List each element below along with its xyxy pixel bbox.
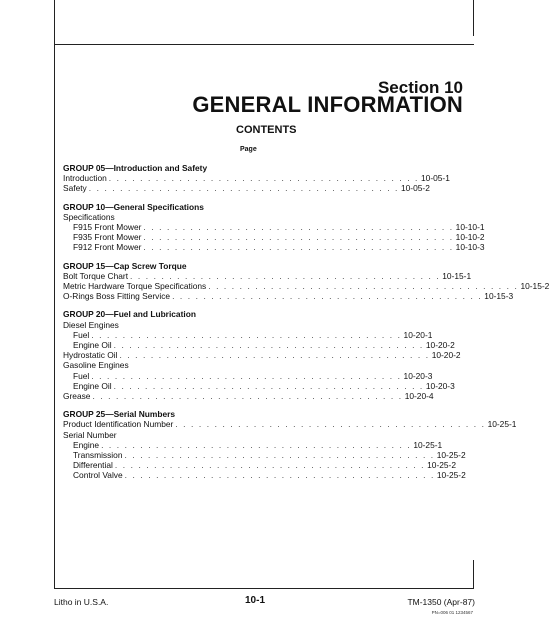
toc-group-title: GROUP 20—Fuel and Lubrication [63, 309, 196, 320]
toc-entry [63, 232, 485, 243]
toc-entry-label: Safety [63, 183, 87, 194]
toc-entry-page: 10-25-2 [427, 460, 456, 471]
toc-entry-page: 10-20-3 [403, 370, 433, 381]
toc-entry [63, 212, 263, 222]
toc-entry [63, 270, 472, 281]
toc-entry [63, 391, 434, 402]
toc-entry-label: Engine Oil [73, 340, 112, 351]
toc-group-title: GROUP 25—Serial Numbers [63, 409, 176, 420]
toc-entry-label: Serial Number [63, 429, 117, 440]
toc-entry-label: Metric Hardware Torque Specifications [63, 281, 207, 292]
contents-heading: CONTENTS [236, 124, 297, 136]
toc-group [63, 260, 549, 302]
toc-entry [63, 350, 461, 361]
toc-entry-label: Differential [73, 460, 113, 471]
section-label: Section 10 [377, 78, 463, 97]
table-of-contents [63, 163, 549, 489]
toc-entry-label: Product Identification Number [63, 419, 174, 430]
toc-leader-dots: . . . . . . . . . . . . . . . . . . . . . . . . . . . . . . . . . . . . . . . . [101, 439, 412, 450]
toc-group [63, 409, 517, 481]
toc-entry [63, 460, 456, 471]
toc-leader-dots: . . . . . . . . . . . . . . . . . . . . . . . . . . . . . . . . . . . . . . . . [124, 450, 435, 461]
toc-entry [63, 329, 433, 340]
toc-entry-label: O-Rings Boss Fitting Service [63, 291, 171, 302]
toc-entry [63, 470, 466, 481]
toc-leader-dots: . . . . . . . . . . . . . . . . . . . . . . . . . . . . . . . . . . . . . . . . [175, 419, 486, 430]
toc-entry [63, 419, 517, 430]
toc-entry-label: Transmission [73, 450, 123, 461]
toc-entry-page: 10-10-3 [455, 242, 485, 253]
toc-entry-label: Grease [63, 391, 91, 402]
toc-entry [63, 360, 263, 370]
page-frame-bottom-right-rule [473, 560, 474, 588]
toc-leader-dots: . . . . . . . . . . . . . . . . . . . . . . . . . . . . . . . . . . . . . . . . [113, 380, 424, 391]
toc-leader-dots: . . . . . . . . . . . . . . . . . . . . . . . . . . . . . . . . . . . . . . . . [143, 242, 454, 253]
toc-entry [63, 450, 466, 461]
toc-entry-label: Hydrostatic Oil [63, 350, 118, 361]
toc-entry [63, 291, 514, 302]
toc-entry-label: Fuel [73, 370, 90, 381]
toc-entry [63, 242, 485, 253]
toc-entry-label: Bolt Torque Chart [63, 270, 129, 281]
toc-entry-label: F935 Front Mower [73, 232, 142, 243]
toc-entry-label: Gasoline Engines [63, 360, 129, 371]
toc-entry-page: 10-15-1 [442, 270, 472, 281]
page-frame-top-right-rule [473, 0, 474, 36]
toc-entry [63, 222, 485, 233]
toc-group-title: GROUP 10—General Specifications [63, 201, 204, 212]
toc-leader-dots: . . . . . . . . . . . . . . . . . . . . . . . . . . . . . . . . . . . . . . . . [208, 281, 519, 292]
toc-entry-page: 10-15-2 [520, 281, 549, 292]
toc-group-title: GROUP 15—Cap Screw Torque [63, 260, 187, 271]
toc-entry [63, 340, 455, 351]
toc-entry-label: Engine [73, 439, 100, 450]
toc-leader-dots: . . . . . . . . . . . . . . . . . . . . . . . . . . . . . . . . . . . . . . . . [114, 460, 426, 471]
toc-entry-page: 10-25-1 [487, 419, 517, 430]
toc-entry-page: 10-05-2 [400, 183, 430, 194]
toc-leader-dots: . . . . . . . . . . . . . . . . . . . . . . . . . . . . . . . . . . . . . . . . [91, 329, 402, 340]
toc-entry-page: 10-25-1 [413, 439, 443, 450]
toc-group-title: GROUP 05—Introduction and Safety [63, 163, 208, 173]
toc-entry-page: 10-15-3 [484, 291, 514, 302]
page-frame-top-rule [54, 44, 474, 45]
toc-entry [63, 380, 455, 391]
toc-entry-label: Specifications [63, 211, 115, 222]
toc-entry-page: 10-20-4 [404, 391, 434, 402]
toc-leader-dots: . . . . . . . . . . . . . . . . . . . . . . . . . . . . . . . . . . . . . . . . [92, 391, 403, 402]
toc-entry-label: F915 Front Mower [73, 222, 142, 233]
toc-leader-dots: . . . . . . . . . . . . . . . . . . . . . . . . . . . . . . . . . . . . . . . . [124, 470, 435, 481]
toc-leader-dots: . . . . . . . . . . . . . . . . . . . . . . . . . . . . . . . . . . . . . . . . [172, 291, 483, 302]
page-frame-left-rule [54, 0, 55, 588]
toc-entry [63, 370, 433, 381]
toc-leader-dots: . . . . . . . . . . . . . . . . . . . . . . . . . . . . . . . . . . . . . . . . [143, 232, 454, 243]
toc-entry [63, 183, 430, 194]
page-frame-bottom-rule [54, 588, 474, 589]
toc-entry [63, 281, 549, 292]
toc-entry-page: 10-05-1 [421, 173, 450, 184]
toc-leader-dots: . . . . . . . . . . . . . . . . . . . . . . . . . . . . . . . . . . . . . . . . [108, 173, 419, 184]
toc-leader-dots: . . . . . . . . . . . . . . . . . . . . . . . . . . . . . . . . . . . . . . . . [143, 222, 454, 233]
toc-entry-page: 10-25-2 [436, 470, 466, 481]
footer-code: PN=006 01 1234567 [431, 610, 473, 615]
page-title: GENERAL INFORMATION [192, 92, 463, 117]
toc-entry-page: 10-10-1 [455, 222, 485, 233]
toc-entry-page: 10-20-2 [431, 350, 461, 361]
toc-group [63, 201, 485, 253]
footer-page-number: 10-1 [245, 595, 266, 606]
toc-entry-label: Introduction [63, 173, 107, 184]
toc-entry-label: F912 Front Mower [73, 242, 142, 253]
toc-entry-page: 10-20-1 [403, 329, 433, 340]
toc-entry-label: Diesel Engines [63, 319, 119, 330]
toc-leader-dots: . . . . . . . . . . . . . . . . . . . . . . . . . . . . . . . . . . . . . . . . [119, 350, 430, 361]
toc-entry [63, 320, 263, 330]
toc-entry-page: 10-25-2 [436, 450, 466, 461]
toc-entry-page: 10-20-2 [425, 340, 455, 351]
toc-entry [63, 430, 263, 440]
toc-entry [63, 439, 443, 450]
toc-leader-dots: . . . . . . . . . . . . . . . . . . . . . . . . . . . . . . . . . . . . . . . . [88, 183, 399, 194]
toc-entry-page: 10-10-2 [455, 232, 485, 243]
toc-entry-label: Fuel [73, 329, 90, 340]
page-column-label: Page [240, 146, 257, 153]
toc-leader-dots: . . . . . . . . . . . . . . . . . . . . . . . . . . . . . . . . . . . . . . . . [130, 270, 441, 281]
toc-group [63, 163, 450, 194]
toc-entry-label: Engine Oil [73, 380, 112, 391]
toc-leader-dots: . . . . . . . . . . . . . . . . . . . . . . . . . . . . . . . . . . . . . . . . [113, 340, 424, 351]
toc-entry-label: Control Valve [73, 470, 123, 481]
toc-entry-page: 10-20-3 [425, 380, 455, 391]
footer-manual-id: TM-1350 (Apr-87) [407, 597, 475, 607]
toc-leader-dots: . . . . . . . . . . . . . . . . . . . . . . . . . . . . . . . . . . . . . . . . [91, 370, 402, 381]
footer-printer-note: Litho in U.S.A. [54, 597, 109, 607]
toc-group [63, 309, 461, 402]
toc-entry [63, 173, 450, 184]
